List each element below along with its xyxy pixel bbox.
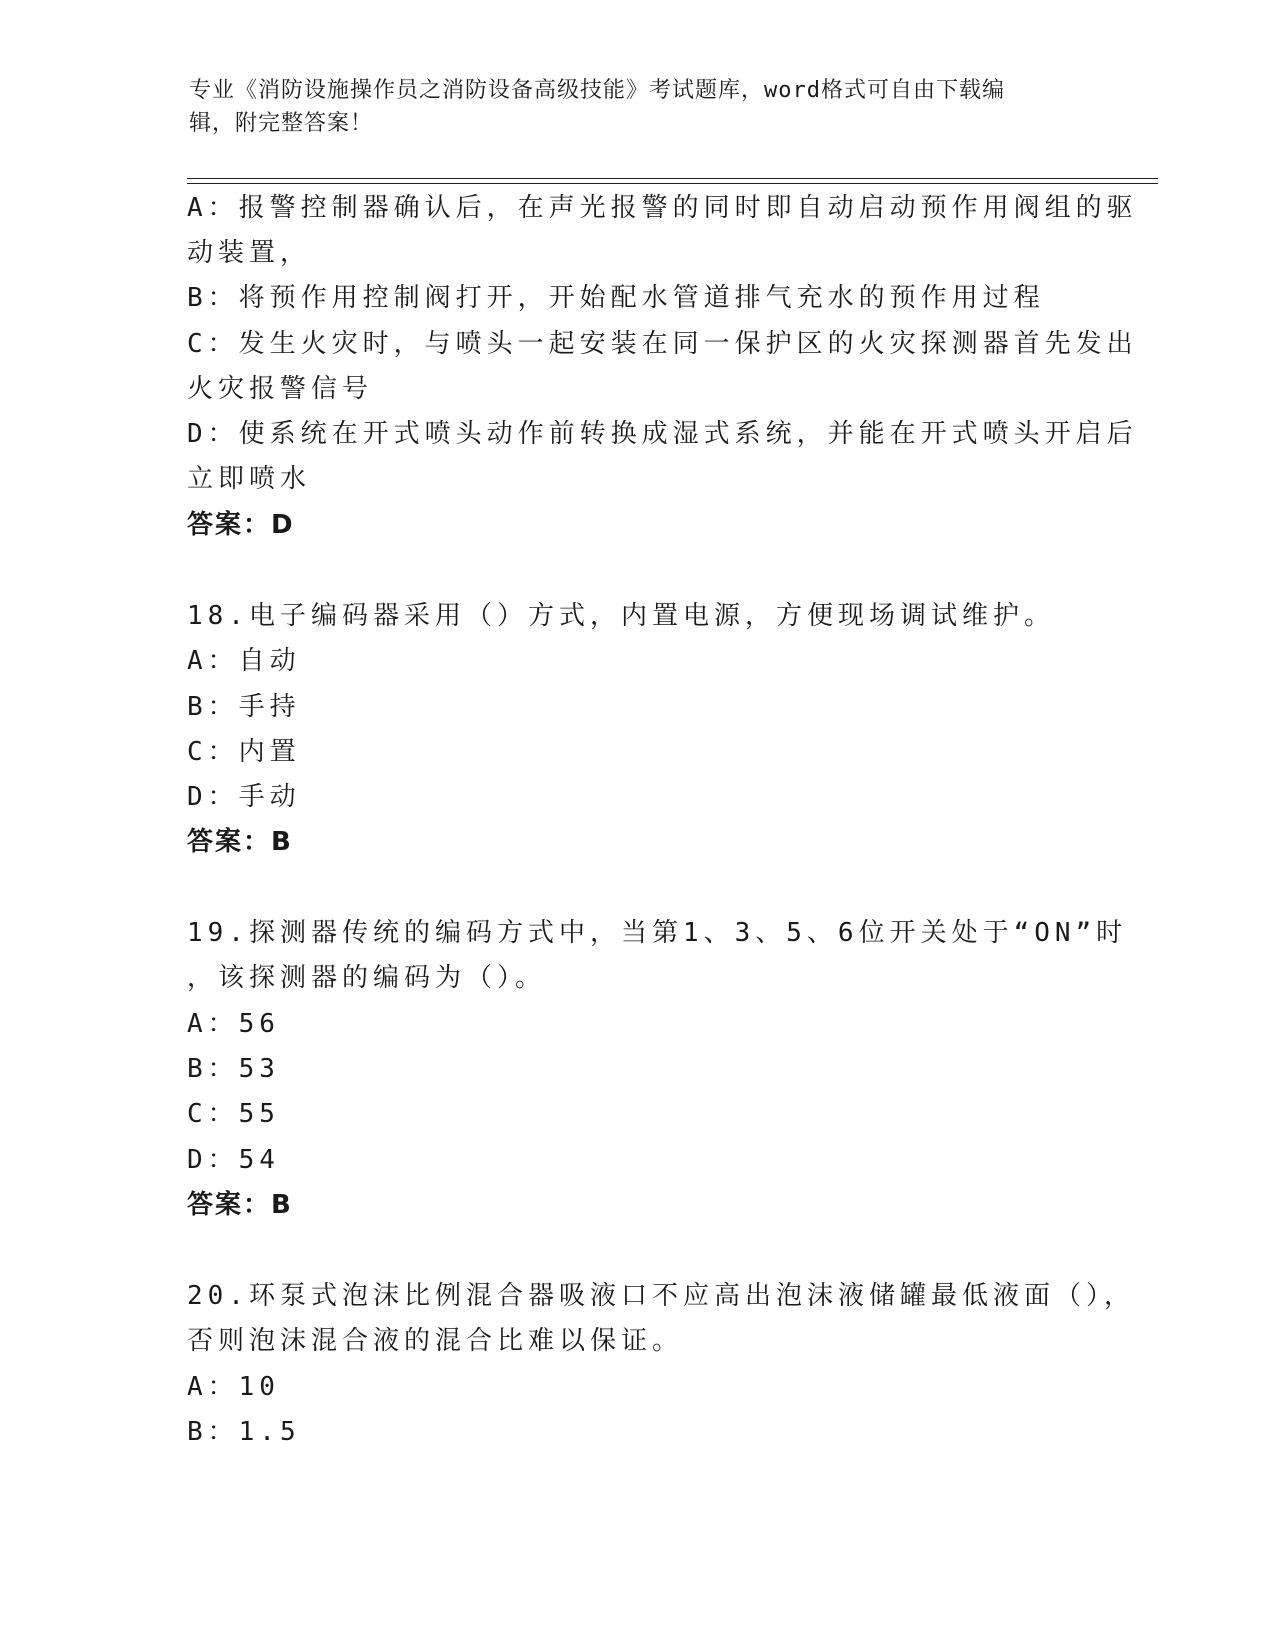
q18-stem: 18.电子编码器采用（）方式，内置电源，方便现场调试维护。 [187, 601, 1055, 631]
q19-answer: 答案：B [187, 1190, 293, 1220]
q18-option-c: C：内置 [187, 737, 301, 767]
q20-stem-line-2: 否则泡沫混合液的混合比难以保证。 [187, 1326, 684, 1356]
q19-option-b: B：53 [187, 1054, 280, 1084]
header-divider-top [187, 178, 1158, 179]
q20-option-b: B：1.5 [187, 1417, 301, 1447]
q19-stem-line-1: 19.探测器传统的编码方式中，当第1、3、5、6位开关处于“ON”时 [187, 918, 1128, 948]
q19-option-a: A：56 [187, 1009, 280, 1039]
document-header [189, 74, 1089, 140]
prev-option-a-line-1: A：报警控制器确认后，在声光报警的同时即自动启动预作用阀组的驱 [187, 193, 1138, 223]
q20-option-a: A：10 [187, 1372, 280, 1402]
q18-answer: 答案：B [187, 827, 293, 857]
q19-stem-line-2: ，该探测器的编码为（）。 [187, 963, 547, 993]
prev-option-d-line-1: D：使系统在开式喷头动作前转换成湿式系统，并能在开式喷头开启后 [187, 419, 1138, 449]
q20-stem-line-1: 20.环泵式泡沫比例混合器吸液口不应高出泡沫液储罐最低液面（）， [187, 1281, 1135, 1311]
prev-option-b: B：将预作用控制阀打开，开始配水管道排气充水的预作用过程 [187, 283, 1045, 313]
header-line-1: 专业《消防设施操作员之消防设备高级技能》考试题库，word格式可自由下载编 [189, 78, 1005, 103]
q19-option-d: D：54 [187, 1145, 280, 1175]
header-line-2: 辑，附完整答案！ [189, 111, 374, 136]
prev-option-d-line-2: 立即喷水 [187, 464, 312, 494]
prev-option-a-line-2: 动装置， [187, 238, 312, 268]
q18-option-d: D：手动 [187, 782, 301, 812]
q18-option-a: A：自动 [187, 646, 301, 676]
prev-option-c-line-2: 火灾报警信号 [187, 374, 374, 404]
q19-option-c: C：55 [187, 1099, 280, 1129]
prev-option-c-line-1: C：发生火灾时，与喷头一起安装在同一保护区的火灾探测器首先发出 [187, 329, 1138, 359]
prev-answer: 答案：D [187, 510, 295, 540]
q18-option-b: B：手持 [187, 692, 301, 722]
header-divider-bottom [187, 183, 1158, 184]
